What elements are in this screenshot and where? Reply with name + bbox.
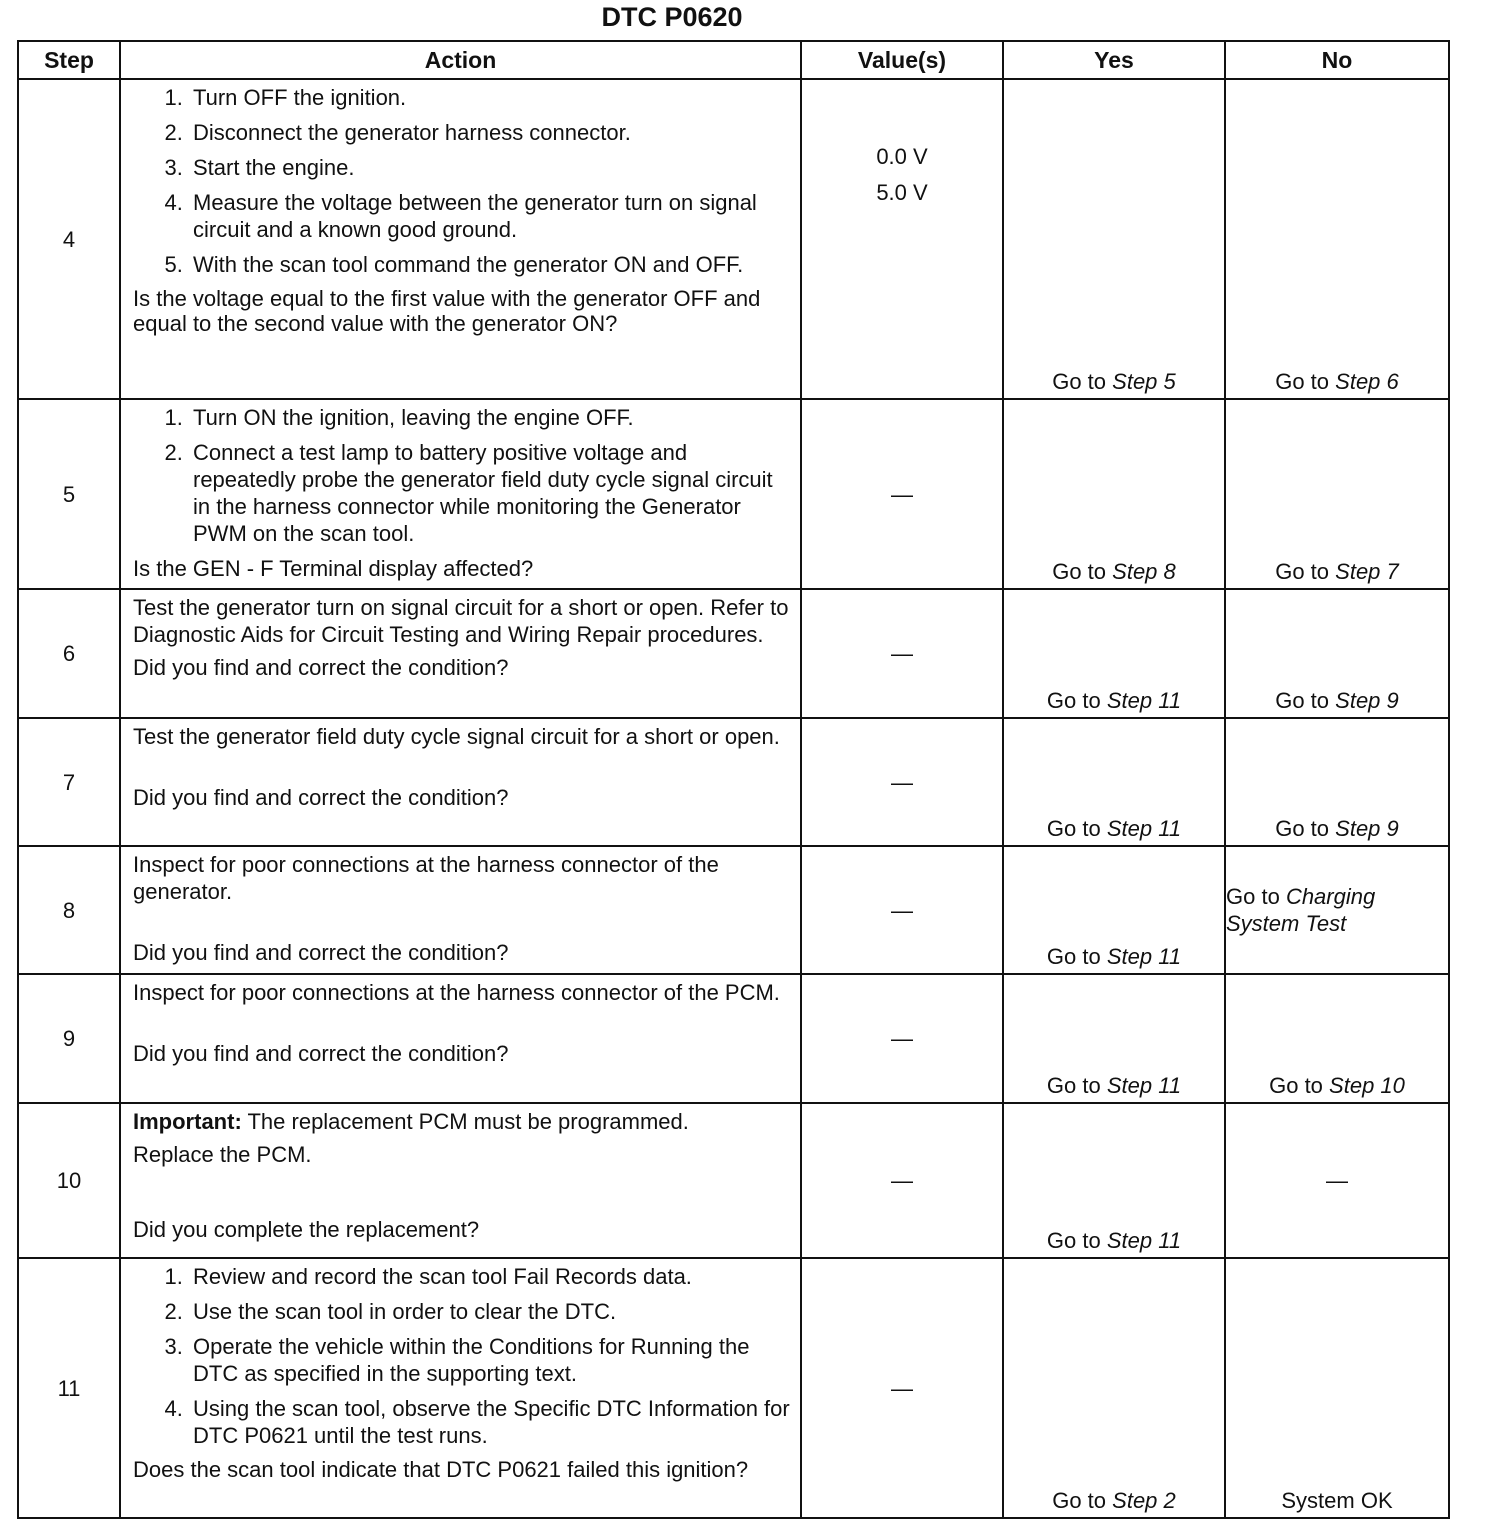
- header-no: No: [1225, 41, 1449, 79]
- system-ok-text: System OK: [1281, 1488, 1393, 1513]
- step-number: 4: [18, 79, 120, 399]
- step-number: 8: [18, 846, 120, 974]
- goto-step-link[interactable]: Step 9: [1335, 688, 1399, 713]
- page-title: DTC P0620: [601, 2, 743, 32]
- yes-cell: [1003, 718, 1225, 846]
- value-off: 0.0 V: [876, 144, 928, 169]
- value-on: 5.0 V: [876, 180, 928, 205]
- no-cell: [1225, 589, 1449, 718]
- action-cell: [120, 589, 801, 718]
- header-values: Value(s): [801, 41, 1003, 79]
- list-item: 1. Turn OFF the ignition.: [189, 84, 792, 111]
- action-text: Inspect for poor connections at the harness connector of the generator.: [133, 852, 719, 904]
- header-row: [18, 41, 1449, 79]
- step-number: 11: [18, 1258, 120, 1518]
- step-number: 9: [18, 974, 120, 1103]
- goto-label: Go to: [1275, 369, 1330, 394]
- empty-value-dash: —: [891, 1375, 913, 1401]
- goto-procedure-name: Charging System Test: [1226, 884, 1376, 936]
- action-cell: [120, 79, 801, 399]
- list-item: 1. Turn ON the ignition, leaving the engine OFF.: [189, 404, 792, 431]
- action-question: Is the voltage equal to the first value with the generator OFF and equal to the second value with the generator ON?: [133, 286, 761, 336]
- yes-cell: [1003, 589, 1225, 718]
- action-cell: [120, 399, 801, 589]
- table-row: [18, 718, 1449, 846]
- no-cell: [1225, 399, 1449, 589]
- no-cell: [1225, 1258, 1449, 1518]
- table-row: [18, 846, 1449, 974]
- yes-cell: [1003, 1103, 1225, 1258]
- values-cell: [801, 399, 1003, 589]
- action-question: Did you complete the replacement?: [133, 1217, 480, 1242]
- goto-step-link[interactable]: Step 11: [1106, 1228, 1182, 1253]
- list-item: 4. Using the scan tool, observe the Specific DTC Information for DTC P0621 until the test runs.: [189, 1395, 792, 1449]
- goto-label: Go to: [1052, 369, 1107, 394]
- list-item: 2. Disconnect the generator harness connector.: [189, 119, 792, 146]
- yes-cell: [1003, 974, 1225, 1103]
- action-list: [133, 1263, 792, 1449]
- action-question: Did you find and correct the condition?: [133, 1041, 509, 1066]
- table-row: [18, 79, 1449, 399]
- goto-label: Go to: [1269, 1073, 1323, 1098]
- no-cell: [1225, 846, 1449, 974]
- important-label: Important:: [133, 1109, 242, 1134]
- goto-label: Go to: [1275, 559, 1330, 584]
- action-question: Did you find and correct the condition?: [133, 655, 509, 680]
- step-number: 5: [18, 399, 120, 589]
- list-item: 5. With the scan tool command the generator ON and OFF.: [189, 251, 792, 278]
- action-question: Is the GEN - F Terminal display affected?: [133, 556, 534, 581]
- list-item: 2. Connect a test lamp to battery positive voltage and repeatedly probe the generator field duty cycle signal circuit in the harness connector while monitoring the Generator PWM on the scan tool.: [189, 439, 792, 547]
- goto-label: Go to: [1046, 1073, 1101, 1098]
- action-text: Test the generator turn on signal circuit for a short or open. Refer to Diagnostic Aids for Circuit Testing and Wiring Repair procedures.: [133, 595, 789, 647]
- yes-cell: [1003, 399, 1225, 589]
- diagnostic-table: [17, 40, 1450, 1519]
- empty-no-dash: —: [1326, 1168, 1348, 1193]
- action-cell: [120, 1258, 801, 1518]
- yes-cell: [1003, 79, 1225, 399]
- step-number: 6: [18, 589, 120, 718]
- yes-cell: [1003, 846, 1225, 974]
- empty-value-dash: —: [891, 481, 913, 507]
- empty-value-dash: —: [891, 1168, 913, 1193]
- action-text: Test the generator field duty cycle signal circuit for a short or open.: [133, 724, 780, 749]
- empty-value-dash: —: [891, 897, 913, 923]
- goto-label: Go to: [1046, 816, 1101, 841]
- action-list: [133, 404, 792, 547]
- table-row: [18, 1258, 1449, 1518]
- values-cell: [801, 974, 1003, 1103]
- empty-value-dash: —: [891, 769, 913, 795]
- action-cell: [120, 846, 801, 974]
- no-cell: [1225, 79, 1449, 399]
- table-row: [18, 589, 1449, 718]
- values-cell: [801, 718, 1003, 846]
- header-yes: Yes: [1003, 41, 1225, 79]
- goto-label: Go to: [1052, 1488, 1107, 1513]
- list-item: 1. Review and record the scan tool Fail Records data.: [189, 1263, 792, 1290]
- action-cell: [120, 1103, 801, 1258]
- empty-value-dash: —: [891, 1026, 913, 1051]
- list-item: 4. Measure the voltage between the generator turn on signal circuit and a known good ground.: [189, 189, 792, 243]
- values-cell: [801, 589, 1003, 718]
- step-number: 10: [18, 1103, 120, 1258]
- values-cell: [801, 846, 1003, 974]
- empty-value-dash: —: [891, 641, 913, 666]
- goto-step-link[interactable]: Step 11: [1106, 816, 1182, 841]
- goto-label: Go to: [1046, 944, 1101, 969]
- action-cell: [120, 718, 801, 846]
- list-item: 3. Operate the vehicle within the Conditions for Running the DTC as specified in the supporting text.: [189, 1333, 792, 1387]
- table-row: [18, 974, 1449, 1103]
- goto-step-link[interactable]: Step 11: [1106, 944, 1182, 969]
- goto-label: Go to: [1226, 884, 1280, 909]
- step-number: 7: [18, 718, 120, 846]
- goto-step-link[interactable]: Step 8: [1112, 559, 1176, 584]
- header-action: Action: [120, 41, 801, 79]
- action-question: Did you find and correct the condition?: [133, 785, 509, 810]
- charging-system-test-link[interactable]: [1226, 883, 1448, 937]
- action-question: Does the scan tool indicate that DTC P0621 failed this ignition?: [133, 1457, 749, 1482]
- action-cell: [120, 974, 801, 1103]
- action-question: Did you find and correct the condition?: [133, 940, 509, 965]
- goto-step-link[interactable]: Step 6: [1335, 369, 1399, 394]
- no-cell: [1225, 974, 1449, 1103]
- goto-label: Go to: [1046, 1228, 1101, 1253]
- no-cell: [1225, 718, 1449, 846]
- table-row: [18, 1103, 1449, 1258]
- important-note: [133, 1108, 792, 1135]
- goto-step-link[interactable]: Step 9: [1335, 816, 1399, 841]
- action-text: Inspect for poor connections at the harness connector of the PCM.: [133, 980, 780, 1005]
- list-item: 3. Start the engine.: [189, 154, 792, 181]
- goto-label: Go to: [1275, 816, 1330, 841]
- important-text: The replacement PCM must be programmed.: [241, 1109, 689, 1134]
- goto-step-link[interactable]: Step 2: [1112, 1488, 1176, 1513]
- yes-cell: [1003, 1258, 1225, 1518]
- values-cell: [801, 79, 1003, 399]
- goto-step-link[interactable]: Step 10: [1329, 1073, 1405, 1098]
- goto-label: Go to: [1052, 559, 1107, 584]
- action-list: [133, 84, 792, 278]
- goto-label: Go to: [1275, 688, 1330, 713]
- action-text: Replace the PCM.: [133, 1142, 312, 1167]
- goto-step-link[interactable]: Step 5: [1112, 369, 1176, 394]
- goto-step-link[interactable]: Step 7: [1335, 559, 1399, 584]
- list-item: 2. Use the scan tool in order to clear the DTC.: [189, 1298, 792, 1325]
- goto-step-link[interactable]: Step 11: [1106, 1073, 1182, 1098]
- goto-label: Go to: [1046, 688, 1101, 713]
- table-row: [18, 399, 1449, 589]
- values-cell: [801, 1103, 1003, 1258]
- goto-step-link[interactable]: Step 11: [1106, 688, 1182, 713]
- no-cell: [1225, 1103, 1449, 1258]
- header-step: Step: [18, 41, 120, 79]
- values-cell: [801, 1258, 1003, 1518]
